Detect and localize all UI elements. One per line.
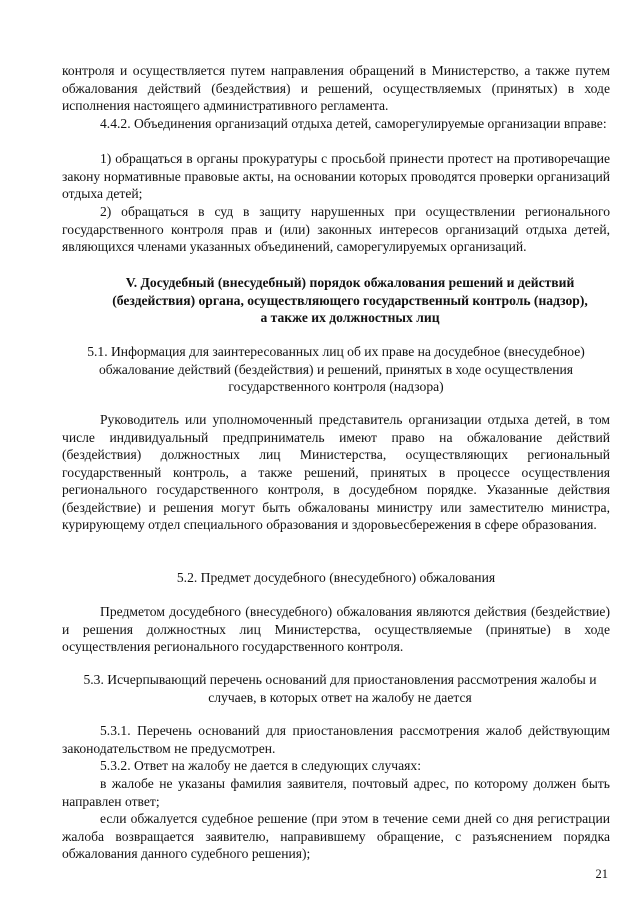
heading-5-1: 5.1. Информация для заинтересованных лиц об их праве на досудебное (внесудебное) обжалование действий (бездействия) и решений, принятых в ходе осуществления государственного контроля (надзора): [87, 344, 585, 394]
paragraph-5-2: Предметом досудебного (внесудебного) обжалования являются действия (бездействие) и решения должностных лиц Министерства, осуществляемые (принятые) в ходе осуществления регионального государственного контроля.: [62, 604, 610, 654]
paragraph-4-4-2: 4.4.2. Объединения организаций отдыха детей, саморегулируемые организации вправе:: [100, 116, 607, 131]
paragraph-5-1: Руководитель или уполномоченный представитель организации отдыха детей, в том числе индивидуальный предприниматель имеют право на обжалование действий (бездействия) должностных лиц Министерства, осуществляющих региональный государственный контроль, а также решений, принятых в процессе осуществления регионального государственного контроля, в досудебном порядке. Указанные действия (бездействие) и решения могут быть обжалованы министру или заместителю министра, курирующему отдел специального образования и здоровьесбережения в сфере образования.: [62, 412, 610, 532]
paragraph-4-4-2-item-1: 1) обращаться в органы прокуратуры с просьбой принести протест на противоречащие закону нормативные правовые акты, на основании которых проводятся проверки организаций отдыха детей;: [62, 151, 610, 201]
paragraph-5-3-1: 5.3.1. Перечень оснований для приостановления рассмотрения жалоб действующим законодательством не предусмотрен.: [62, 723, 610, 756]
section-v-title: V. Досудебный (внесудебный) порядок обжалования решений и действий (бездействия) органа, осуществляющего государственный контроль (надзор), а также их должностных лиц: [112, 275, 588, 325]
page-number: 21: [595, 867, 608, 881]
heading-5-2: 5.2. Предмет досудебного (внесудебного) обжалования: [176, 570, 496, 585]
paragraph-5-3-2: 5.3.2. Ответ на жалобу не дается в следующих случаях:: [100, 758, 421, 773]
paragraph-5-3-2-case-a: в жалобе не указаны фамилия заявителя, почтовый адрес, по которому должен быть направлен ответ;: [62, 776, 610, 809]
heading-5-3: 5.3. Исчерпывающий перечень оснований для приостановления рассмотрения жалобы и случаев, в которых ответ на жалобу не дается: [83, 672, 597, 705]
paragraph-intro: контроля и осуществляется путем направления обращений в Министерство, а также путем обжалования действий (бездействия) и решений, осуществляемых (принятых) в ходе исполнения настоящего административного регламента.: [62, 63, 610, 113]
paragraph-4-4-2-item-2: 2) обращаться в суд в защиту нарушенных при осуществлении регионального государственного контроля прав и (или) законных интересов организаций отдыха детей, являющихся членами указанных объединений, саморегулируемых организаций.: [62, 204, 610, 254]
paragraph-5-3-2-case-b: если обжалуется судебное решение (при этом в течение семи дней со дня регистрации жалоба возвращается заявителю, направившему обращение, с разъяснением порядка обжалования данного судебного решения);: [62, 811, 610, 861]
